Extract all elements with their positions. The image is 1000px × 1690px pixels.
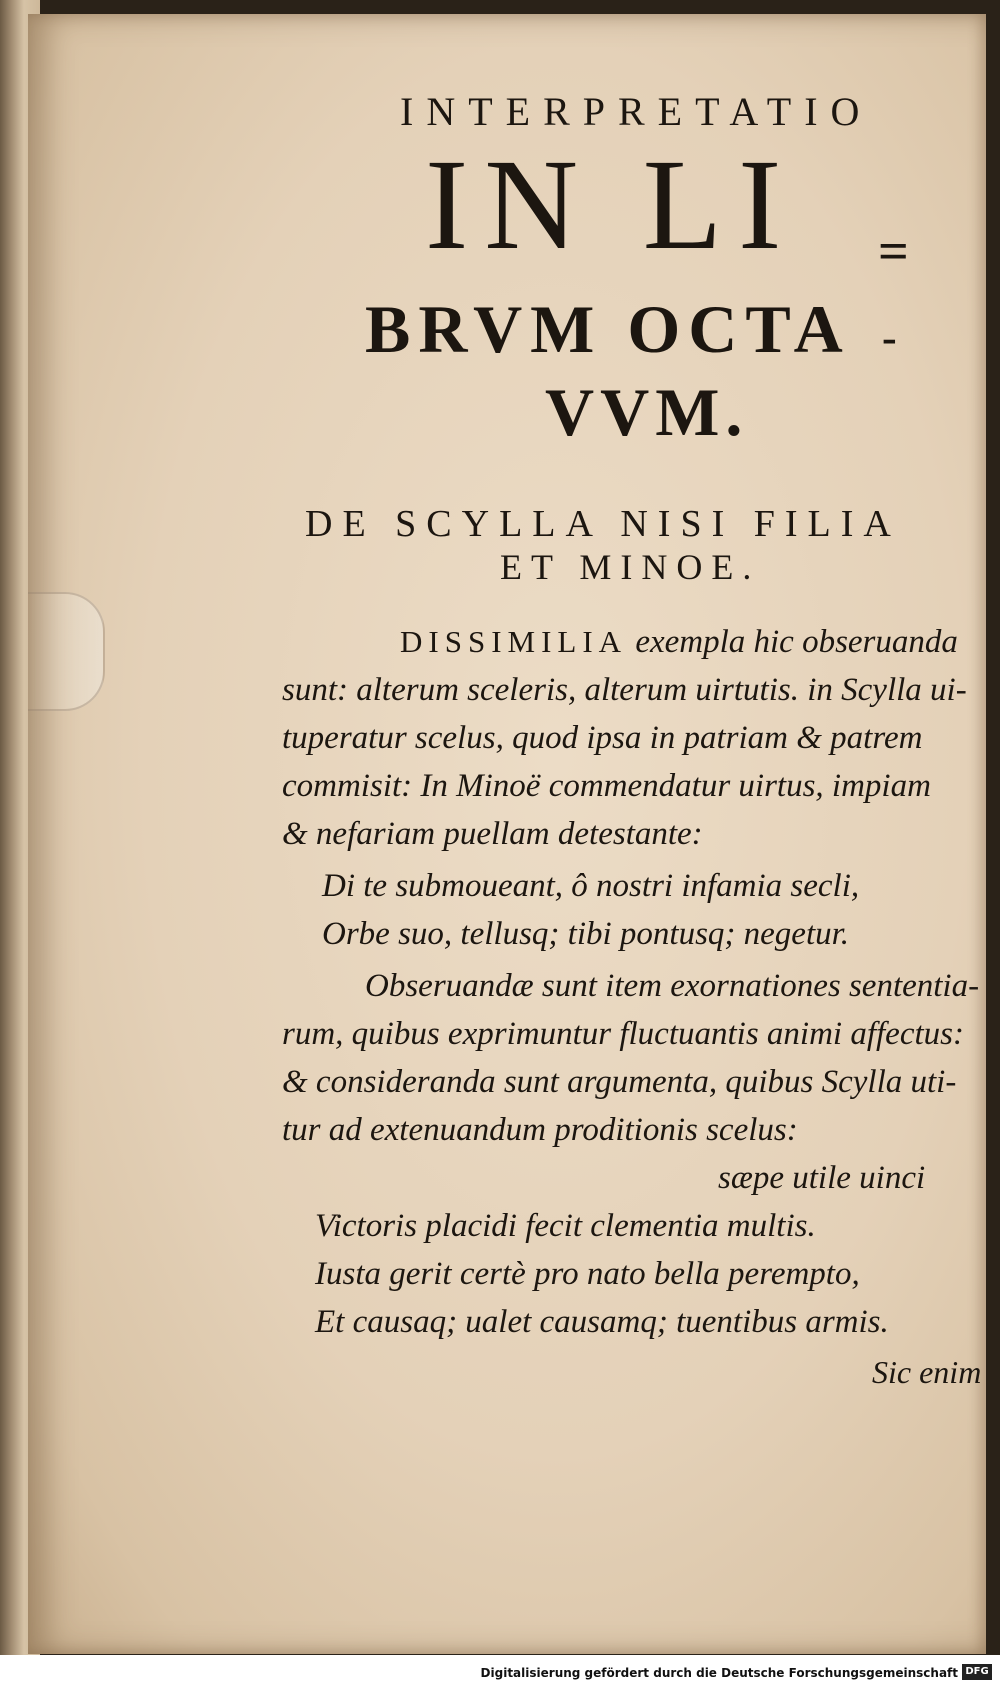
paragraph-initial: DISSIMILIA [400,624,628,659]
title-line-3: VVM. [545,374,749,450]
title-line-1: IN LI [425,133,798,277]
paragraph-2-line-2: rum, quibus exprimuntur fluctuantis animi affectus: [282,1016,964,1052]
paragraph-2-line-3: & consideranda sunt argumenta, quibus Scylla uti- [282,1064,957,1100]
paragraph-2-line-1: Obseruandæ sunt item exornationes sententia- [365,968,980,1004]
paragraph-1-line-1-rest: exempla hic obseruanda [635,624,958,660]
paragraph-1-line-1 [400,626,958,659]
paragraph-1-line-3: tuperatur scelus, quod ipsa in patriam & patrem [282,720,923,756]
verse-2-line-1: sæpe utile uinci [718,1160,926,1196]
paragraph-1-line-2: sunt: alterum sceleris, alterum uirtutis. in Scylla ui- [282,672,967,708]
catchword: Sic enim [872,1354,982,1390]
verse-2-line-3: Iusta gerit certè pro nato bella perempto, [315,1256,860,1292]
paragraph-2-line-4: tur ad extenuandum proditionis scelus: [282,1112,798,1148]
paragraph-1-line-5: & nefariam puellam detestante: [282,816,703,852]
verse-1-line-1: Di te submoueant, ô nostri infamia secli, [322,868,860,904]
section-heading-line-2: ET MINOE. [500,547,761,587]
verse-2-line-2: Victoris placidi fecit clementia multis. [315,1208,816,1244]
funding-credit: Digitalisierung gefördert durch die Deutsche Forschungsgemeinschaft [480,1666,958,1680]
title-line-2: BRVM OCTA [365,291,851,367]
section-heading-line-1: DE SCYLLA NISI FILIA [305,503,901,545]
title-hyphen-1: = [878,221,909,281]
title-hyphen-2: - [882,313,897,362]
running-title: INTERPRETATIO [400,89,873,134]
paragraph-1-line-4: commisit: In Minoë commendatur uirtus, impiam [282,768,931,804]
verse-1-line-2: Orbe suo, tellusq; tibi pontusq; negetur. [322,916,850,952]
page-clip [28,592,105,711]
verse-2-line-4: Et causaq; ualet causamq; tuentibus armis. [315,1304,889,1340]
dfg-logo: DFG [962,1664,992,1680]
